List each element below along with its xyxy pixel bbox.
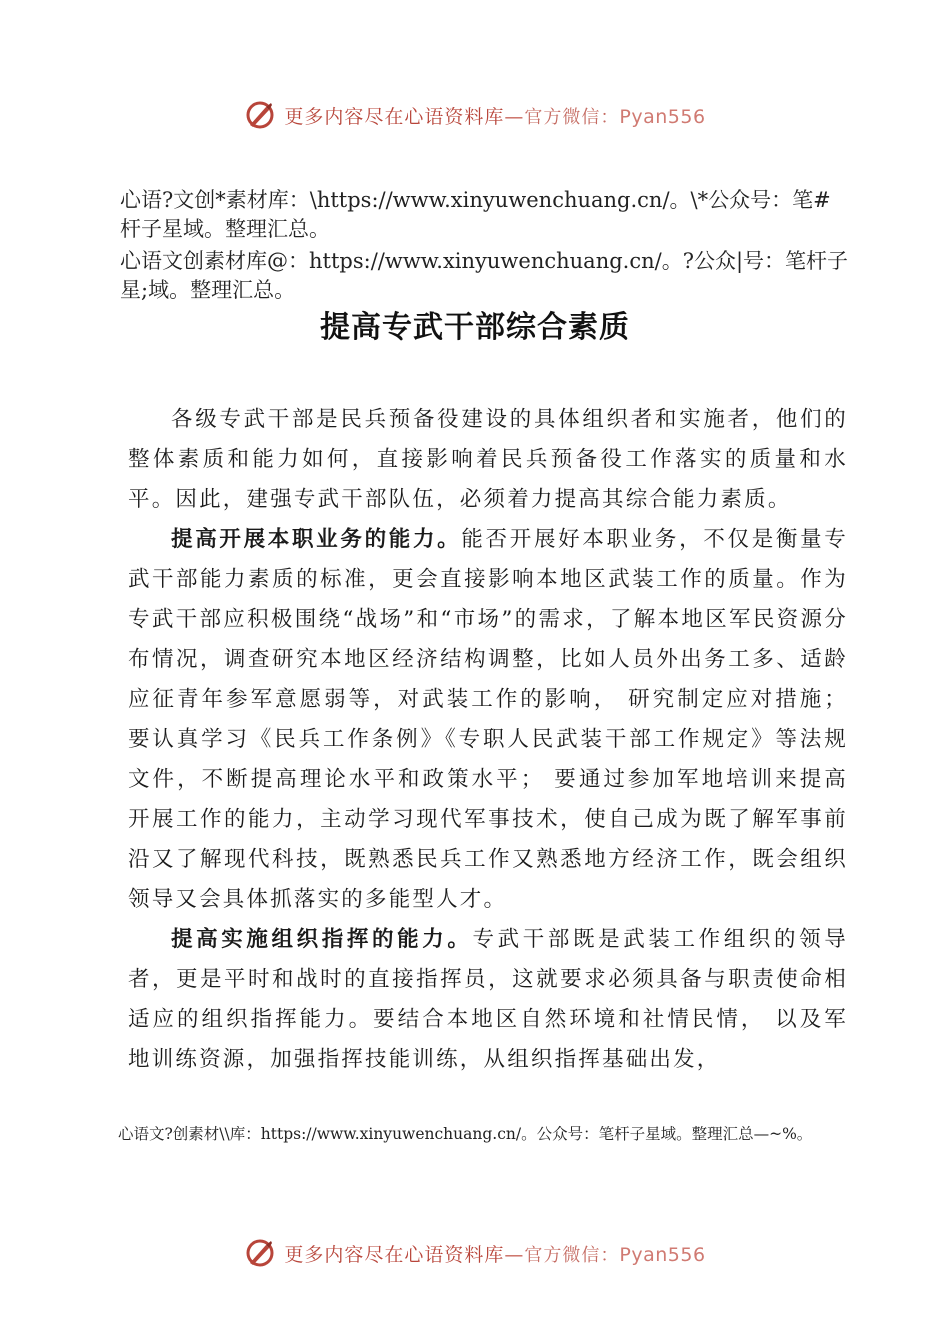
section-1-lead: 提高开展本职业务的能力。 [171, 527, 462, 552]
banner-wechat-id: Pyan556 [619, 105, 706, 128]
footer-watermark: 心语文?创素材\\库：https://www.xinyuwenchuang.cn/。公众号：笔杆子星域。整理汇总—~%。 [118, 1125, 813, 1143]
footer-banner [0, 1233, 950, 1273]
section-1-paragraph [128, 520, 848, 920]
section-2-lead: 提高实施组织指挥的能力。 [171, 927, 473, 952]
header-banner [0, 95, 950, 135]
pen-logo-icon [244, 1237, 276, 1269]
banner-wechat-label: 官方微信： [524, 106, 620, 128]
banner-wechat-label: 官方微信： [524, 1244, 620, 1266]
watermark-line-1: 心语?文创*素材库：\https://www.xinyuwenchuang.cn/。\*公众号：笔#杆子星域。整理汇总。 [120, 188, 831, 241]
intro-paragraph: 各级专武干部是民兵预备役建设的具体组织者和实施者，他们的整体素质和能力如何，直接影响着民兵预备役工作落实的质量和水平。因此，建强专武干部队伍，必须着力提高其综合能力素质。 [128, 407, 848, 512]
section-1-text: 能否开展好本职业务，不仅是衡量专武干部能力素质的标准，更会直接影响本地区武装工作的质量。作为专武干部应积极围绕“战场”和“市场”的需求，了解本地区军民资源分布情况，调查研究本地区经济结构调整，比如人员外出务工多、适龄应征青年参军意愿弱等，对武装工作的影响， 研究制定应对措施；要认真学习《民兵工作条例》《专职人民武装干部工作规定》等法规文件，不断提高理论水平和政策水平； 要通过参加军地培训来提高开展工作的能力，主动学习现代军事技术，使自己成为既了解军事前沿又了解现代科技，既熟悉民兵工作又熟悉地方经济工作，既会组织领导又会具体抓落实的多能型人才。 [128, 527, 849, 912]
document-body [128, 400, 848, 1080]
banner-wechat-id: Pyan556 [619, 1243, 706, 1266]
document-title: 提高专武干部综合素质 [320, 310, 630, 345]
banner-dash: — [504, 1243, 525, 1266]
banner-text [284, 102, 705, 129]
pen-logo-icon [244, 99, 276, 131]
banner-main: 更多内容尽在心语资料库 [284, 1243, 505, 1266]
banner-dash: — [504, 105, 525, 128]
banner-main: 更多内容尽在心语资料库 [284, 105, 505, 128]
banner-text [284, 1240, 705, 1267]
section-2-text: 专武干部既是武装工作组织的领导者，更是平时和战时的直接指挥员，这就要求必须具备与职责使命相适应的组织指挥能力。要结合本地区自然环境和社情民情， 以及军地训练资源，加强指挥技能训练，从组织指挥基础出发， [128, 927, 848, 1072]
section-2-paragraph [128, 920, 848, 1080]
watermark-line-2: 心语文创素材库@：https://www.xinyuwenchuang.cn/。?公众|号：笔杆子星;域。整理汇总。 [120, 249, 849, 302]
